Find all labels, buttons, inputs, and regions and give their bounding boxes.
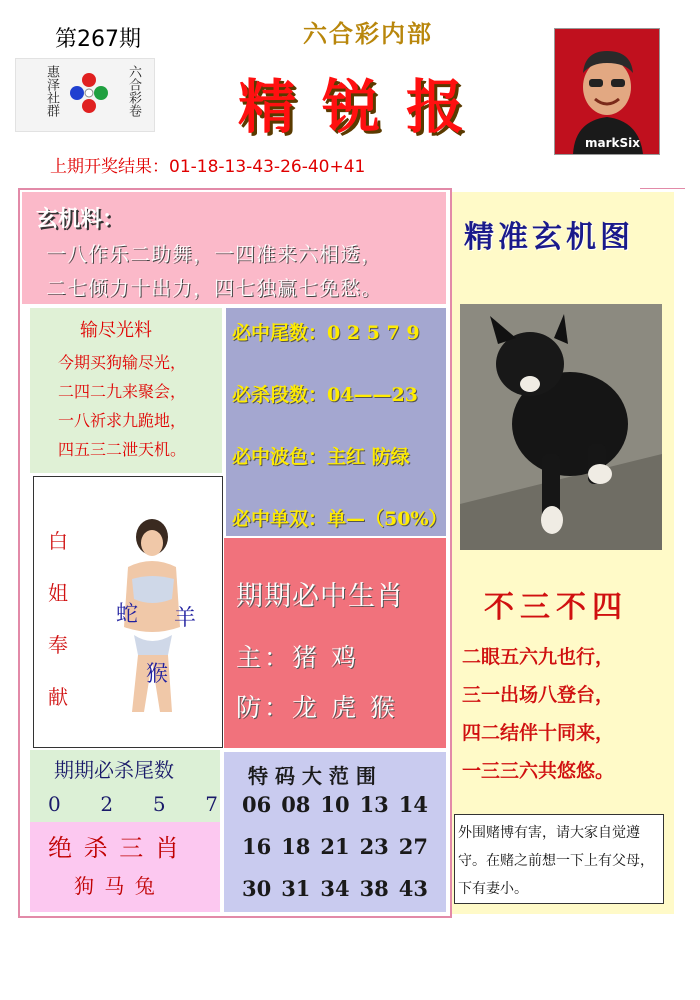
tema-cell: 27	[398, 834, 428, 859]
photo-tag-3: 猴	[146, 662, 169, 687]
page-title: 精锐报	[238, 73, 491, 141]
poem-line: 二眼五六九也行，	[462, 646, 615, 668]
xuanji-line-1: 一八作乐二助舞，一四准来六相透，	[46, 242, 382, 266]
right-column	[452, 192, 674, 914]
weishu-kill-title: 期期必杀尾数	[54, 758, 174, 782]
tema-row	[242, 876, 428, 918]
right-subtitle: 不三不四	[484, 590, 628, 625]
danshuang-line: 必中单双：单—（50%）	[232, 508, 448, 530]
jusha-panel	[30, 822, 220, 912]
tema-row	[242, 792, 428, 834]
tema-cell: 18	[281, 834, 311, 859]
shengxiao-main: 主：猪 鸡	[236, 643, 359, 672]
tema-panel	[224, 752, 446, 912]
tema-cell: 13	[359, 792, 389, 817]
jusha-animals: 狗 马 兔	[74, 874, 157, 898]
tema-cell: 38	[359, 876, 389, 901]
shuqin-panel	[30, 308, 222, 473]
weishu-kill-panel	[30, 750, 220, 822]
lottery-balls-icon	[68, 71, 110, 115]
shengxiao-fang: 防：龙 虎 猴	[236, 693, 398, 722]
photo-tag-1: 蛇	[116, 602, 139, 627]
right-title: 精准玄机图	[464, 220, 634, 255]
jusha-title: 绝 杀 三 肖	[48, 834, 181, 862]
kill-digit: 0	[48, 792, 61, 816]
tema-row	[242, 834, 428, 876]
shuqin-line: 一八祈求九跪地，	[58, 411, 187, 430]
issue-number: 第267期	[55, 27, 141, 52]
tema-cell: 06	[242, 792, 272, 817]
photo-tag-2: 羊	[174, 606, 197, 631]
tema-cell: 30	[242, 876, 272, 901]
xuanji-line-2: 二七倾力十出力，四七独赢七免愁。	[46, 276, 382, 300]
dog-photo	[460, 304, 662, 550]
portrait-photo	[554, 28, 660, 155]
publisher-logo	[15, 58, 155, 132]
kill-digit: 7	[205, 792, 218, 816]
photo-side-text: 白姐奉献	[48, 529, 68, 709]
divider	[640, 188, 685, 189]
duanshu-line: 必杀段数：04——23	[232, 384, 418, 406]
shuqin-line: 二四二九来聚会，	[58, 382, 187, 401]
dog-photo-icon	[460, 304, 662, 550]
shengxiao-title: 期期必中生肖	[236, 581, 404, 612]
bizhong-panel	[226, 308, 446, 536]
tema-cell: 43	[398, 876, 428, 901]
poem-line: 一三三六共悠悠。	[462, 760, 615, 782]
logo-text-left: 惠泽社群	[44, 65, 59, 117]
tema-cell: 14	[398, 792, 428, 817]
kill-digit: 5	[152, 792, 166, 816]
poem-line: 四二结伴十同来，	[462, 722, 615, 744]
portrait-logo: markSix	[585, 136, 640, 150]
result-label: 上期开奖结果：	[50, 157, 169, 177]
tema-cell: 16	[242, 834, 272, 859]
tema-cell: 10	[320, 792, 350, 817]
shuqin-line: 今期买狗输尽光，	[58, 353, 187, 372]
bose-line: 必中波色：主红 防绿	[232, 446, 410, 468]
result-numbers: 01-18-13-43-26-40+41	[169, 157, 366, 177]
tema-cell: 34	[320, 876, 350, 901]
tema-title: 特 码 大 范 围	[248, 764, 376, 788]
tema-table	[242, 792, 428, 918]
weishu-kill-numbers	[48, 792, 218, 816]
right-poem	[462, 638, 614, 790]
weishu-line: 必中尾数：0 2 5 7 9	[232, 322, 420, 344]
gambling-warning: 外围赌博有害，请大家自觉遵守。在赌之前想一下上有父母，下有妻小。	[454, 814, 664, 904]
tema-cell: 21	[320, 834, 350, 859]
header-supertitle: 六合彩内部	[303, 19, 433, 48]
xuanji-panel	[22, 192, 446, 304]
poem-line: 三一出场八登台，	[462, 684, 615, 706]
tema-cell: 31	[281, 876, 311, 901]
last-result	[50, 152, 365, 177]
kill-digit: 2	[100, 792, 114, 816]
shengxiao-panel	[224, 538, 446, 748]
shuqin-title: 输尽光料	[80, 320, 152, 341]
tema-cell: 08	[281, 792, 311, 817]
photo-panel	[33, 476, 223, 748]
shuqin-line: 四五三二泄天机。	[58, 440, 187, 459]
logo-text-right: 六合彩卷	[126, 65, 141, 117]
tema-cell: 23	[359, 834, 389, 859]
xuanji-heading: 玄机料：	[36, 206, 125, 232]
shuqin-poem	[58, 348, 186, 464]
